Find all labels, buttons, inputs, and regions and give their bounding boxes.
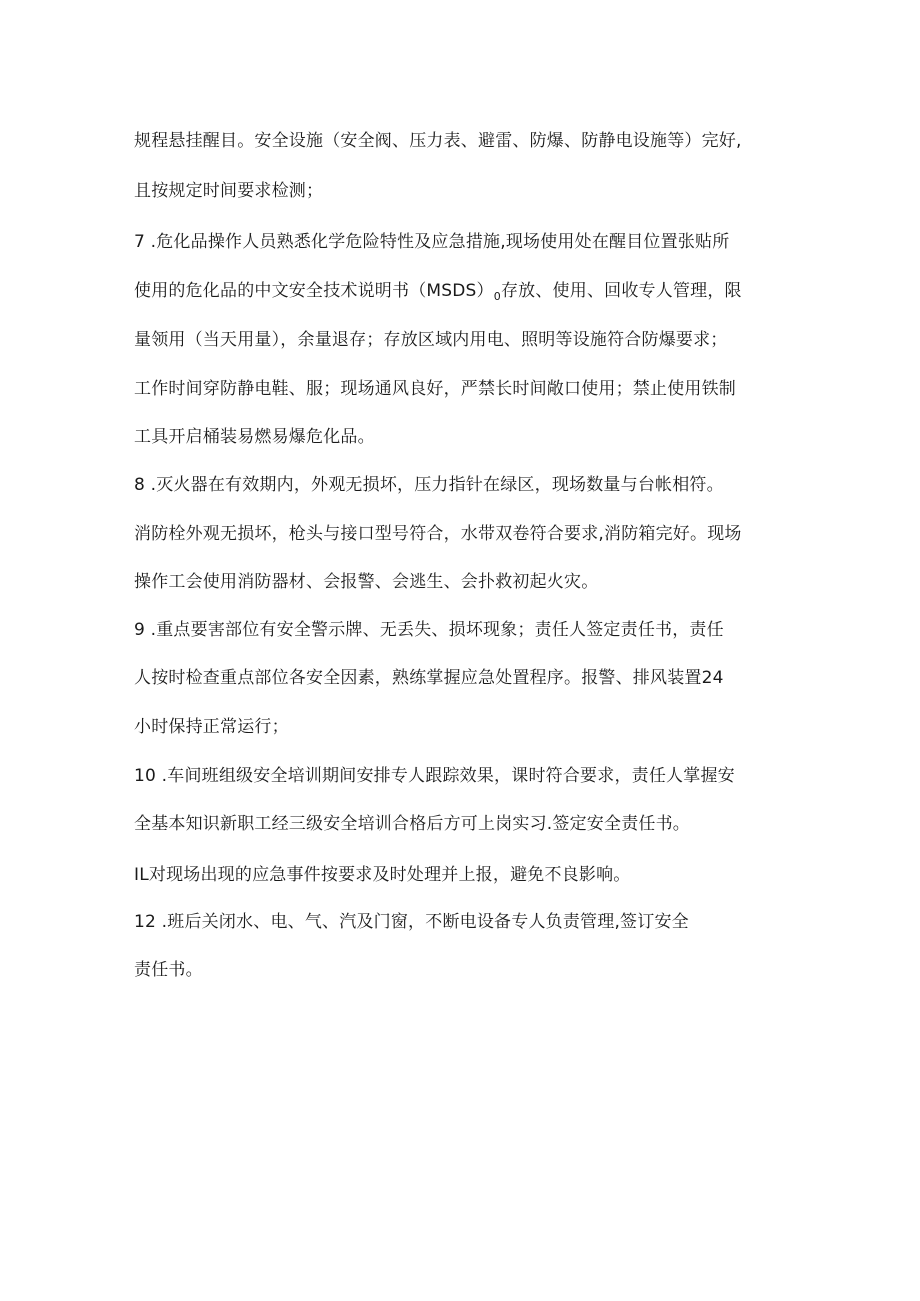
item-12-line-2: 责任书。: [134, 960, 203, 980]
item-10-line-2: 全基本知识新职工经三级安全培训合格后方可上岗实习.签定安全责任书。: [134, 814, 691, 834]
item-7-line-4: 工作时间穿防静电鞋、服；现场通风良好，严禁长时间敞口使用；禁止使用铁制: [134, 379, 736, 399]
item-7-line-2: [134, 279, 742, 309]
item-8-line-1: 8 .灭火器在有效期内，外观无损坏，压力指针在绿区，现场数量与台帐相符。: [134, 475, 724, 495]
item-7-line-1: 7 .危化品操作人员熟悉化学危险特性及应急措施,现场使用处在醒目位置张贴所: [134, 232, 730, 252]
item-7-line-2-text-cont: 存放、使用、回收专人管理，限: [500, 281, 742, 301]
item-7-line-3: 量领用（当天用量），余量退存；存放区域内用电、照明等设施符合防爆要求；: [134, 330, 728, 350]
text-line-1: 规程悬挂醒目。安全设施（安全阀、压力表、避雷、防爆、防静电设施等）完好,: [134, 131, 742, 151]
item-9-line-1: 9 .重点要害部位有安全警示牌、无丢失、损坏现象；责任人签定责任书，责任: [134, 620, 724, 640]
item-11-line-1: IL对现场出现的应急事件按要求及时处理并上报，避免不良影响。: [134, 865, 631, 885]
item-7-line-2-text: 使用的危化品的中文安全技术说明书（MSDS）: [134, 281, 494, 301]
item-12-line-1: 12 .班后关闭水、电、气、汽及门窗，不断电设备专人负责管理,签订安全: [134, 912, 689, 932]
item-8-line-2: 消防栓外观无损坏，枪头与接口型号符合，水带双卷符合要求,消防箱完好。现场: [134, 524, 742, 544]
item-7-line-5: 工具开启桶装易燃易爆危化品。: [134, 427, 375, 447]
item-8-line-3: 操作工会使用消防器材、会报警、会逃生、会扑救初起火灾。: [134, 572, 599, 592]
item-9-line-2: 人按时检查重点部位各安全因素，熟练掌握应急处置程序。报警、排风装置24: [134, 668, 724, 688]
item-9-line-3: 小时保持正常运行；: [134, 717, 289, 737]
text-line-2: 且按规定时间要求检测；: [134, 181, 324, 201]
item-10-line-1: 10 .车间班组级安全培训期间安排专人跟踪效果，课时符合要求，责任人掌握安: [134, 766, 735, 786]
subscript-mark: 0: [493, 290, 501, 303]
